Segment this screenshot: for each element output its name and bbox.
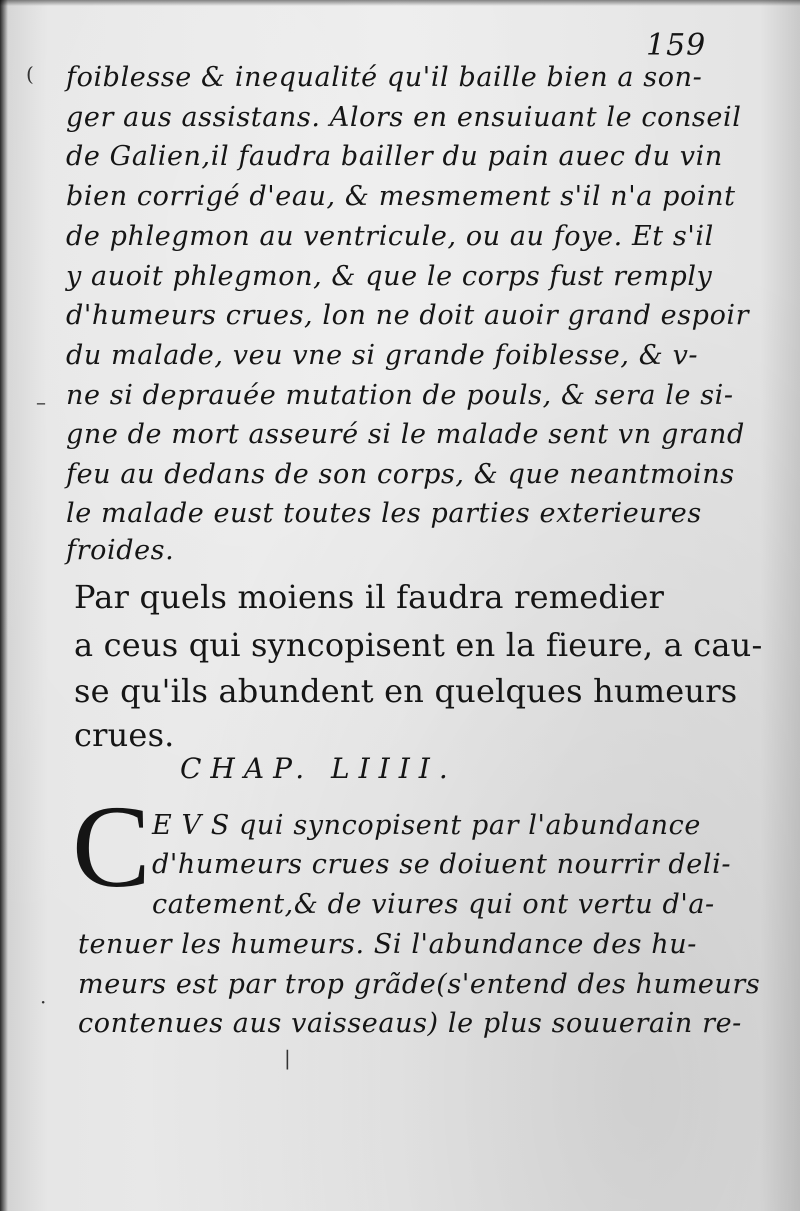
body-line: de phlegmon au ventricule, ou au foye. Et s'il	[66, 221, 714, 252]
section-heading-line: Par quels moiens il faudra remedier	[74, 578, 665, 616]
body-line: le malade eust toutes les parties exterieures	[66, 498, 702, 529]
chapter-text-line: catement,& de viures qui ont vertu d'a-	[152, 889, 715, 920]
chapter-text-line: contenues aus vaisseaus) le plus souuerain re-	[78, 1008, 742, 1039]
stray-print-mark: |	[284, 1046, 291, 1070]
chapter-text-line: d'humeurs crues se doiuent nourrir deli-	[152, 849, 732, 880]
body-line: du malade, veu vne si grande foiblesse, & v-	[66, 340, 699, 371]
section-heading-line: se qu'ils abundent en quelques humeurs	[74, 672, 738, 710]
body-line: foiblesse & inequalité qu'il baille bien a son-	[66, 62, 703, 93]
body-line: gne de mort asseuré si le malade sent vn grand	[66, 419, 745, 450]
body-line: d'humeurs crues, lon ne doit auoir grand espoir	[66, 300, 750, 331]
body-line: de Galien,il faudra bailler du pain auec du vin	[66, 141, 723, 172]
drop-cap: C	[72, 781, 151, 912]
chapter-text-line: tenuer les humeurs. Si l'abundance des hu-	[78, 929, 697, 960]
stray-print-mark: ·	[40, 990, 47, 1014]
body-line: ne si deprauée mutation de pouls, & sera le si-	[66, 380, 734, 411]
body-line: froides.	[66, 535, 175, 566]
page-number: 159	[646, 28, 707, 63]
body-line: feu au dedans de son corps, & que neantmoins	[66, 459, 735, 490]
page-shadow-left	[0, 0, 8, 1211]
chapter-text-line: meurs est par trop grãde(s'entend des humeurs	[78, 969, 761, 1000]
stray-print-mark: (	[26, 62, 34, 86]
page-shadow-top	[0, 0, 800, 6]
chapter-label: CHAP. LIIII.	[180, 752, 457, 785]
chapter-text-line: E V S qui syncopisent par l'abundance	[152, 810, 701, 841]
section-heading-line: crues.	[74, 716, 175, 754]
stray-print-mark: –	[36, 390, 46, 414]
body-line: ger aus assistans. Alors en ensuiuant le conseil	[66, 102, 742, 133]
section-heading-line: a ceus qui syncopisent en la fieure, a cau-	[74, 626, 763, 664]
body-line: bien corrigé d'eau, & mesmement s'il n'a point	[66, 181, 736, 212]
body-line: y auoit phlegmon, & que le corps fust remply	[66, 261, 713, 292]
